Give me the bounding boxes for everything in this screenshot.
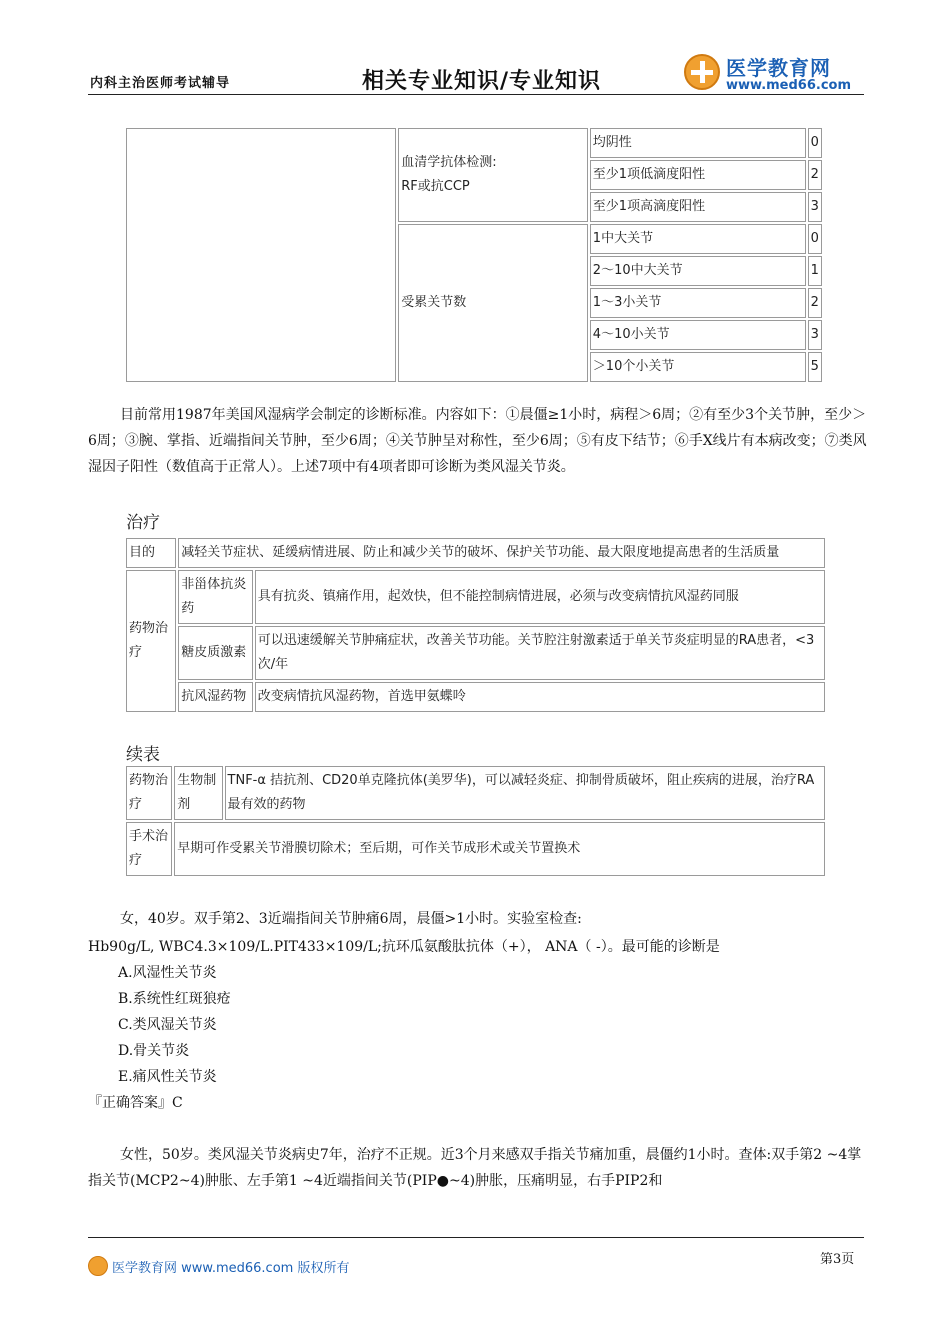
footer-divider	[88, 1237, 864, 1238]
surgery-desc: 早期可作受累关节滑膜切除术；至后期，可作关节成形术或关节置换术	[174, 822, 825, 876]
drug-name: 抗风湿药物	[178, 682, 252, 712]
question1-stem-line1: 女，40岁。双手第2、3近端指间关节肿痛6周，晨僵>1小时。实验室检查:	[120, 911, 582, 927]
score-cell: 0	[808, 224, 822, 254]
blank-cell	[126, 128, 396, 382]
drug-desc: 具有抗炎、镇痛作用，起效快，但不能控制病情进展，必须与改变病情抗风湿药同服	[255, 570, 825, 624]
joints-label: 受累关节数	[398, 224, 588, 382]
drug-treatment-label: 药物治疗	[126, 570, 176, 712]
table-cell: 4～10小关节	[590, 320, 806, 350]
continued-title: 续表	[126, 745, 160, 765]
table-cell: 1～3小关节	[590, 288, 806, 318]
biologics-desc: TNF-α 拮抗剂、CD20单克隆抗体(美罗华)，可以减轻炎症、抑制骨质破坏，阻止疾病的进展，治疗RA最有效的药物	[225, 766, 825, 820]
biologics-label: 生物制剂	[174, 766, 222, 820]
question2-text: 女性，50岁。类风湿关节炎病史7年，治疗不正规。近3个月来感双手指关节痛加重，晨僵约1小时。查体:双手第2 ~4掌指关节(MCP2~4)肿胀、左手第1 ~4近端指间关节(PIP●~4)肿胀，压痛明显，右手PIP2和	[88, 1147, 862, 1189]
table-cell: 至少1项高滴度阳性	[590, 192, 806, 222]
serology-label-line2: RF或抗CCP	[401, 179, 470, 194]
table-cell: ＞10个小关节	[590, 352, 806, 382]
option-e: E.痛风性关节炎	[118, 1069, 217, 1085]
table-cell: 至少1项低滴度阳性	[590, 160, 806, 190]
table-cell: 1中大关节	[590, 224, 806, 254]
goal-label: 目的	[126, 538, 176, 568]
option-c: C.类风湿关节炎	[118, 1017, 217, 1033]
page-number: 第3页	[820, 1252, 855, 1267]
treatment-title: 治疗	[126, 513, 160, 533]
surgery-label: 手术治疗	[126, 822, 172, 876]
serology-label	[398, 128, 588, 222]
criteria-paragraph: 目前常用1987年美国风湿病学会制定的诊断标准。内容如下：①晨僵≥1小时，病程＞6周；②有至少3个关节肿，至少＞6周；③腕、掌指、近端指间关节肿，至少6周；④关节肿呈对称性，至少6周；⑤有皮下结节；⑥手X线片有本病改变；⑦类风湿因子阳性（数值高于正常人）。上述7项中有4项者即可诊断为类风湿关节炎。	[88, 407, 867, 475]
continued-table	[124, 764, 827, 878]
table-cell: 2～10中大关节	[590, 256, 806, 286]
serology-label-line1: 血清学抗体检测:	[401, 155, 497, 170]
option-b: B.系统性红斑狼疮	[118, 991, 231, 1007]
score-cell: 0	[808, 128, 822, 158]
logo-name: 医学教育网	[726, 56, 831, 80]
site-logo	[684, 52, 864, 96]
drug-name: 非甾体抗炎药	[178, 570, 252, 624]
goal-text: 减轻关节症状、延缓病情进展、防止和减少关节的破坏、保护关节功能、最大限度地提高患者的生活质量	[178, 538, 825, 568]
header-left-title: 内科主治医师考试辅导	[90, 76, 231, 91]
score-cell: 2	[808, 288, 822, 318]
footer-copyright: 医学教育网 www.med66.com 版权所有	[112, 1261, 350, 1276]
option-d: D.骨关节炎	[118, 1043, 190, 1059]
medical-cross-icon	[684, 54, 720, 90]
footer-logo-icon	[88, 1256, 108, 1276]
treatment-table	[124, 536, 827, 714]
table-cell: 均阴性	[590, 128, 806, 158]
question1-answer: 『正确答案』C	[88, 1095, 183, 1111]
drug-name: 糖皮质激素	[178, 626, 252, 680]
score-cell: 5	[808, 352, 822, 382]
drug-desc: 可以迅速缓解关节肿痛症状，改善关节功能。关节腔注射激素适于单关节炎症明显的RA患者，<3次/年	[255, 626, 825, 680]
drug-desc: 改变病情抗风湿药物，首选甲氨蝶呤	[255, 682, 825, 712]
header-divider	[88, 94, 864, 95]
header-center-title: 相关专业知识/专业知识	[362, 69, 602, 94]
question1-stem-line2: Hb90g/L, WBC4.3×109/L.PIT433×109/L;抗环瓜氨酸肽抗体（+）， ANA（ -）。最可能的诊断是	[88, 939, 720, 955]
logo-url: www.med66.com	[726, 78, 852, 93]
scoring-table	[124, 126, 824, 384]
option-a: A.风湿性关节炎	[118, 965, 217, 981]
score-cell: 3	[808, 320, 822, 350]
score-cell: 3	[808, 192, 822, 222]
score-cell: 2	[808, 160, 822, 190]
score-cell: 1	[808, 256, 822, 286]
drug-treatment-label: 药物治疗	[126, 766, 172, 820]
